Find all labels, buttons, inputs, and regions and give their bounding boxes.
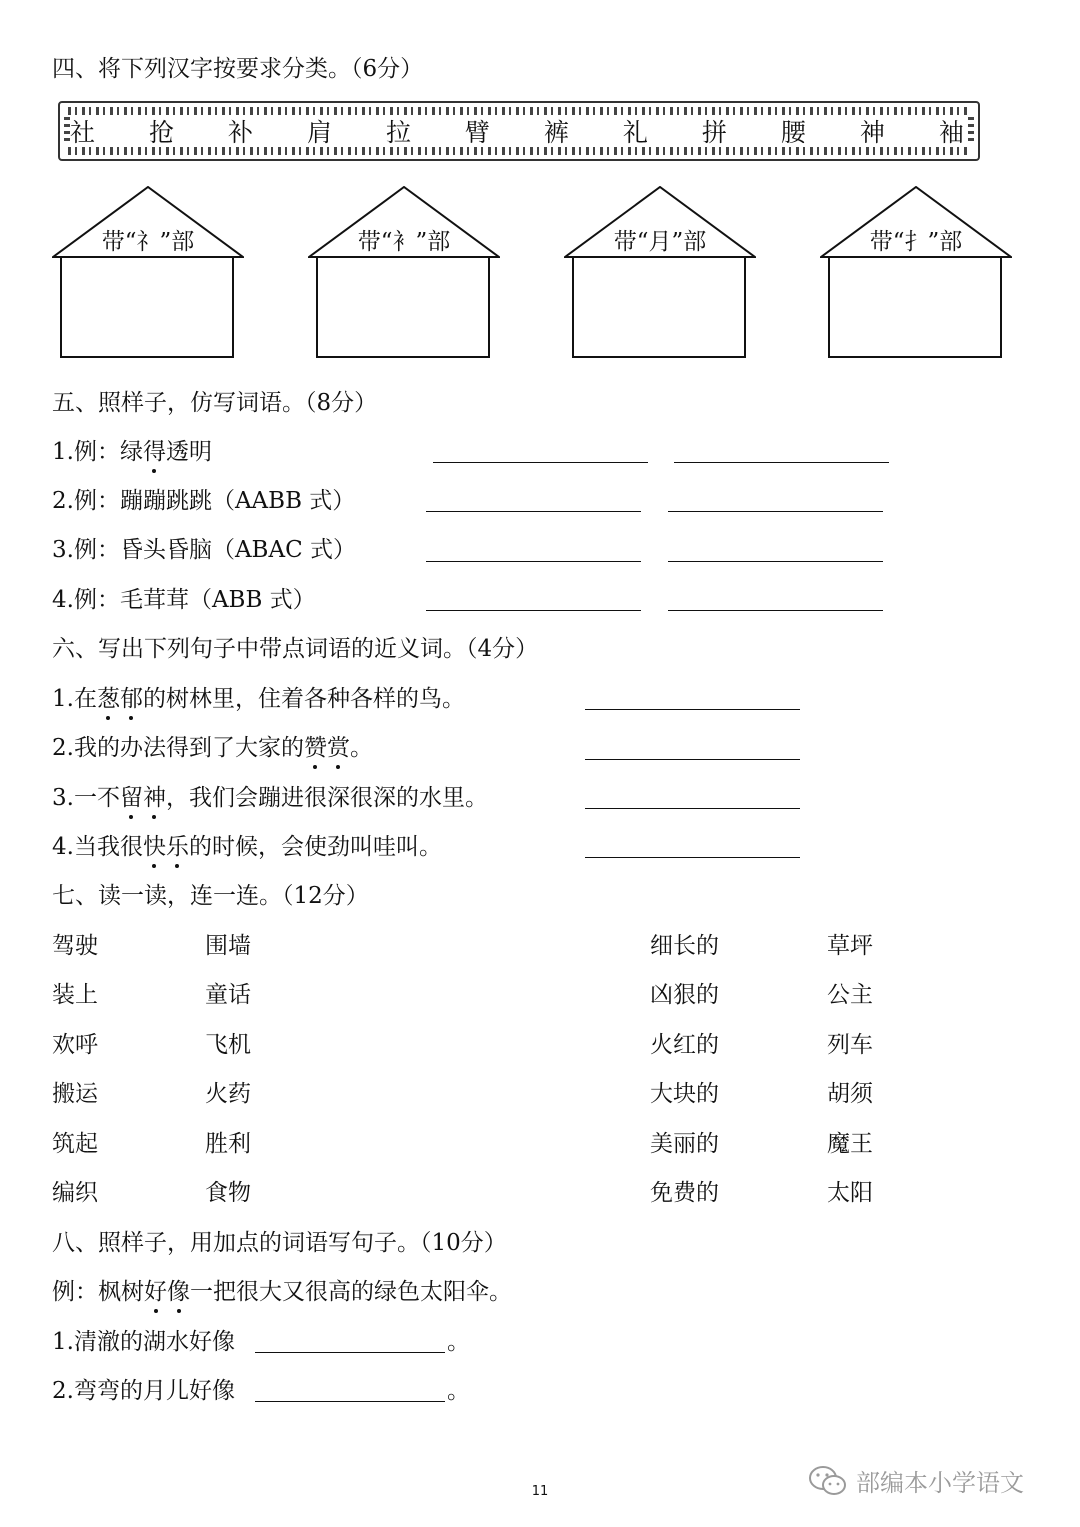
char: 社 bbox=[70, 118, 96, 147]
house-outline-icon bbox=[52, 186, 244, 360]
answer-line[interactable] bbox=[668, 511, 883, 512]
section4-title: 四、将下列汉字按要求分类。（6分） bbox=[52, 56, 424, 82]
char: 抢 bbox=[148, 118, 174, 147]
match-word[interactable]: 魔王 bbox=[827, 1131, 873, 1157]
sentence-item-1: 1.清澈的湖水好像 bbox=[52, 1329, 235, 1355]
dotted-char: 像 bbox=[167, 1279, 190, 1305]
dotted-char: 快 bbox=[142, 834, 166, 860]
char: 腰 bbox=[780, 118, 806, 147]
house-outline-icon bbox=[308, 186, 500, 360]
match-word[interactable]: 细长的 bbox=[650, 933, 719, 959]
dotted-char: 郁 bbox=[119, 686, 143, 712]
house-outline-icon bbox=[564, 186, 756, 360]
match-word[interactable]: 搬运 bbox=[52, 1081, 98, 1107]
section6-title: 六、写出下列句子中带点词语的近义词。（4分） bbox=[52, 636, 539, 662]
character-list bbox=[70, 118, 964, 148]
dotted-char: 赏 bbox=[326, 735, 350, 761]
house-label: 带“扌”部 bbox=[869, 229, 963, 255]
watermark-text: 部编本小学语文 bbox=[856, 1469, 1024, 1497]
answer-line[interactable] bbox=[426, 511, 641, 512]
dotted-char: 留 bbox=[119, 785, 143, 811]
match-word[interactable]: 凶狠的 bbox=[650, 982, 719, 1008]
house-label: 带“礻”部 bbox=[101, 229, 195, 255]
answer-line[interactable] bbox=[426, 610, 641, 611]
match-word[interactable]: 太阳 bbox=[827, 1180, 873, 1206]
house-box-4[interactable] bbox=[820, 186, 1012, 360]
dotted-char: 好 bbox=[144, 1279, 167, 1305]
match-word[interactable]: 童话 bbox=[205, 982, 251, 1008]
answer-line[interactable] bbox=[668, 561, 883, 562]
match-word[interactable]: 美丽的 bbox=[650, 1131, 719, 1157]
match-word[interactable]: 欢呼 bbox=[52, 1032, 98, 1058]
example-sentence: 例：枫树好像一把很大又很高的绿色太阳伞。 bbox=[52, 1279, 512, 1305]
imitate-item-2: 2.例：蹦蹦跳跳（AABB 式） bbox=[52, 488, 356, 514]
house-label: 带“月”部 bbox=[613, 229, 707, 255]
house-box-2[interactable] bbox=[308, 186, 500, 360]
imitate-item-3: 3.例：昏头昏脑（ABAC 式） bbox=[52, 537, 356, 563]
synonym-item-2: 2.我的办法得到了大家的赞赏。 bbox=[52, 735, 373, 761]
synonym-item-4: 4.当我很快乐的时候，会使劲叫哇叫。 bbox=[52, 834, 442, 860]
char: 拉 bbox=[385, 118, 411, 147]
answer-line[interactable] bbox=[585, 808, 800, 809]
dotted-char: 乐 bbox=[165, 834, 189, 860]
match-word[interactable]: 火药 bbox=[205, 1081, 251, 1107]
page-number: 11 bbox=[531, 1484, 549, 1499]
match-word[interactable]: 编织 bbox=[52, 1180, 98, 1206]
char: 裤 bbox=[543, 118, 569, 147]
house-outline-icon bbox=[820, 186, 1012, 360]
answer-line[interactable] bbox=[585, 709, 800, 710]
dotted-char: 得 bbox=[142, 439, 166, 465]
section5-title: 五、照样子，仿写词语。（8分） bbox=[52, 390, 378, 416]
house-box-1[interactable] bbox=[52, 186, 244, 360]
char: 补 bbox=[227, 118, 253, 147]
match-word[interactable]: 公主 bbox=[827, 982, 873, 1008]
answer-line[interactable] bbox=[433, 462, 648, 463]
section7-title: 七、读一读，连一连。（12分） bbox=[52, 883, 369, 909]
sentence-end: 。 bbox=[447, 1378, 470, 1404]
answer-line[interactable] bbox=[255, 1401, 445, 1402]
match-word[interactable]: 胜利 bbox=[205, 1131, 251, 1157]
char: 袖 bbox=[938, 118, 964, 147]
char: 神 bbox=[859, 118, 885, 147]
match-word[interactable]: 草坪 bbox=[827, 933, 873, 959]
answer-line[interactable] bbox=[585, 857, 800, 858]
match-word[interactable]: 筑起 bbox=[52, 1131, 98, 1157]
sentence-end: 。 bbox=[447, 1329, 470, 1355]
answer-line[interactable] bbox=[668, 610, 883, 611]
house-box-3[interactable] bbox=[564, 186, 756, 360]
char: 臂 bbox=[464, 118, 490, 147]
answer-line[interactable] bbox=[426, 561, 641, 562]
dotted-char: 葱 bbox=[96, 686, 120, 712]
match-word[interactable]: 列车 bbox=[827, 1032, 873, 1058]
match-word[interactable]: 驾驶 bbox=[52, 933, 98, 959]
char: 礼 bbox=[622, 118, 648, 147]
watermark bbox=[808, 1463, 1024, 1498]
wechat-icon bbox=[808, 1465, 848, 1497]
match-word[interactable]: 免费的 bbox=[650, 1180, 719, 1206]
dotted-char: 赞 bbox=[303, 735, 327, 761]
match-word[interactable]: 火红的 bbox=[650, 1032, 719, 1058]
house-label: 带“衤”部 bbox=[357, 229, 451, 255]
answer-line[interactable] bbox=[255, 1352, 445, 1353]
synonym-item-1: 1.在葱郁的树林里，住着各种各样的鸟。 bbox=[52, 686, 465, 712]
char: 肩 bbox=[306, 118, 332, 147]
match-word[interactable]: 胡须 bbox=[827, 1081, 873, 1107]
synonym-item-3: 3.一不留神，我们会蹦进很深很深的水里。 bbox=[52, 785, 488, 811]
dotted-char: 神 bbox=[142, 785, 166, 811]
match-word[interactable]: 围墙 bbox=[205, 933, 251, 959]
sentence-item-2: 2.弯弯的月儿好像 bbox=[52, 1378, 235, 1404]
character-box bbox=[58, 101, 980, 161]
match-word[interactable]: 食物 bbox=[205, 1180, 251, 1206]
match-word[interactable]: 大块的 bbox=[650, 1081, 719, 1107]
section8-title: 八、照样子，用加点的词语写句子。（10分） bbox=[52, 1230, 507, 1256]
match-word[interactable]: 飞机 bbox=[205, 1032, 251, 1058]
answer-line[interactable] bbox=[674, 462, 889, 463]
imitate-item-1: 1.例：绿得透明 bbox=[52, 439, 212, 465]
answer-line[interactable] bbox=[585, 759, 800, 760]
imitate-item-4: 4.例：毛茸茸（ABB 式） bbox=[52, 587, 316, 613]
char: 拼 bbox=[701, 118, 727, 147]
match-word[interactable]: 装上 bbox=[52, 982, 98, 1008]
